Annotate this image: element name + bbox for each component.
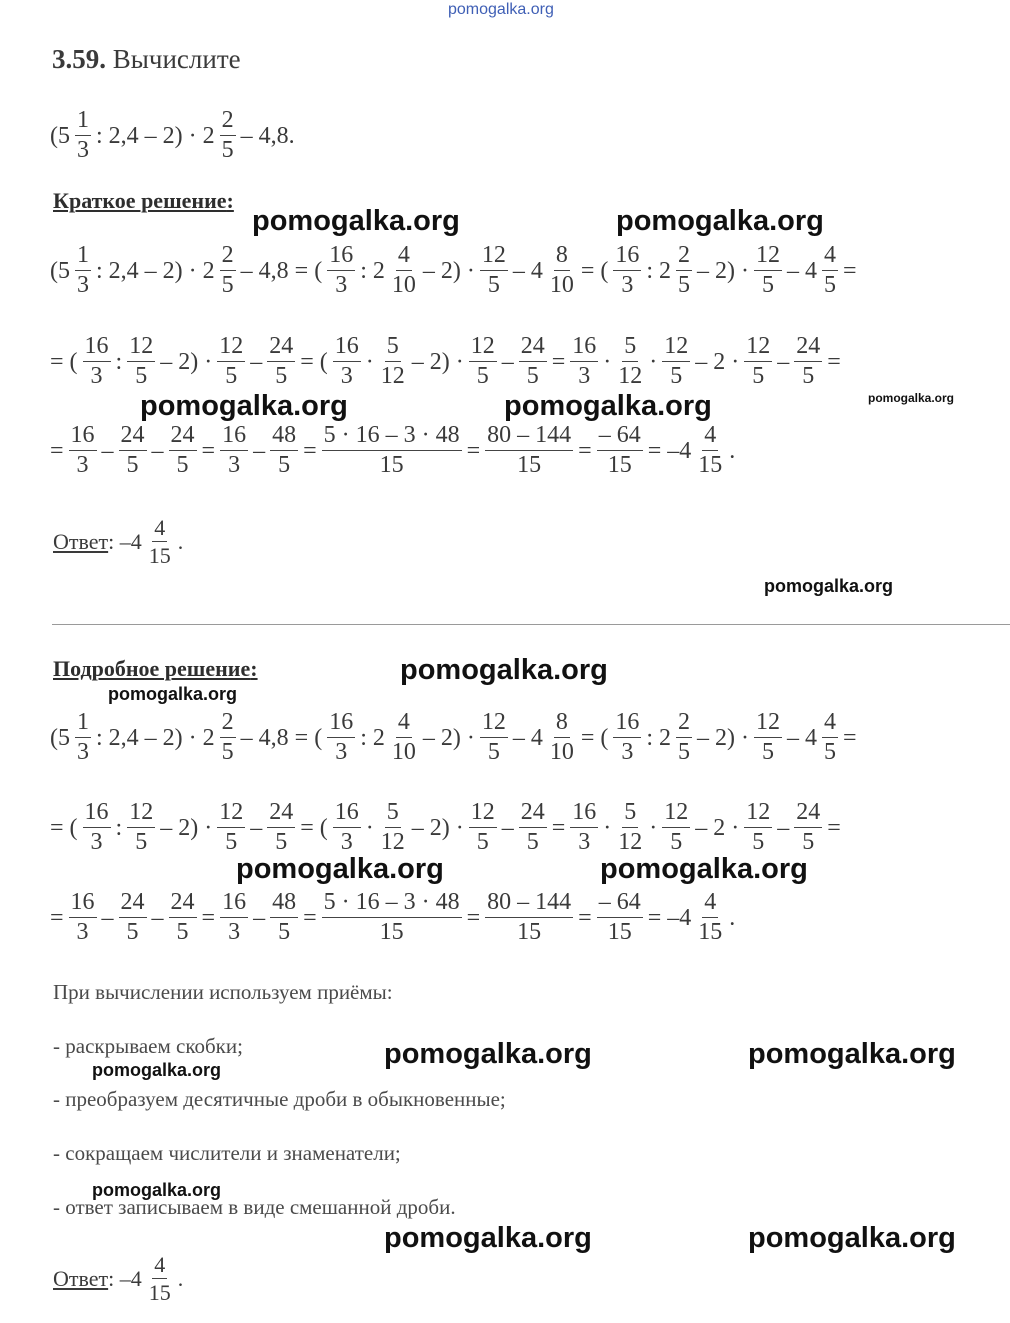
header-url[interactable]: pomogalka.org xyxy=(448,1,554,18)
watermark: pomogalka.org xyxy=(92,1060,222,1080)
watermark: pomogalka.org xyxy=(748,1038,956,1070)
watermark: pomogalka.org xyxy=(600,853,808,885)
detailed-formula-line-3: = $\frac{16}{3}$ – $\frac{24}{5}$ – $\frac{24}{5}$ = $\frac{16}{3}$ – $\frac{48}{5}$ = $\frac{5 \cdot 16 - 3 \cdot 48}{15}$ = $\frac{80 - 144}{15}$ = $\frac{- 64}{15}$ = –4 $\frac{4}{15}$ . xyxy=(50,889,736,946)
watermark: pomogalka.org xyxy=(764,576,894,596)
short-solution-title: Краткое решение: xyxy=(53,188,234,213)
watermark: pomogalka.org xyxy=(868,391,955,405)
watermark: pomogalka.org xyxy=(252,205,460,237)
answer-label: Ответ xyxy=(53,1265,109,1291)
watermark: pomogalka.org xyxy=(616,205,824,237)
detailed-solution-title: Подробное решение: xyxy=(53,656,258,681)
watermark: pomogalka.org xyxy=(384,1222,592,1254)
short-formula-line-1: (5 $\frac{1}{3}$ : 2,4 – 2) · 2 $\frac{2}{5}$ – 4,8 = ( $\frac{16}{3}$ : 2 $\frac{4}{10}$ – 2) · $\frac{12}{5}$ – 4 $\frac{8}{10}$ = ( $\frac{16}{3}$ : 2 $\frac{2}{5}$ – 2) · $\frac{12}{5}$ – 4 $\frac{4}{5}$ = xyxy=(50,242,857,299)
detailed-formula-line-2: = ( $\frac{16}{3}$ : $\frac{12}{5}$ – 2) · $\frac{12}{5}$ – $\frac{24}{5}$ = ( $\frac{16}{3}$ · $\frac{5}{12}$ – 2) · $\frac{12}{5}$ – $\frac{24}{5}$ = $\frac{16}{3}$ · $\frac{5}{12}$ · $\frac{12}{5}$ – 2 · $\frac{12}{5}$ – $\frac{24}{5}$ = xyxy=(50,799,841,856)
problem-number: 3.59. xyxy=(52,44,106,74)
watermark: pomogalka.org xyxy=(504,390,712,422)
watermark: pomogalka.org xyxy=(108,684,238,704)
watermark: pomogalka.org xyxy=(400,654,608,686)
explanation-step-2: - преобразуем десятичные дроби в обыкновенные; xyxy=(53,1087,506,1111)
watermark: pomogalka.org xyxy=(92,1180,222,1200)
explanation-step-4: - ответ записываем в виде смешанной дроби. xyxy=(53,1195,456,1219)
watermark: pomogalka.org xyxy=(236,853,444,885)
watermark: pomogalka.org xyxy=(140,390,348,422)
task-formula: (5 $\frac{1}{3}$ : 2,4 – 2) · 2 $\frac{2}{5}$ – 4,8. xyxy=(50,107,295,164)
short-formula-line-3: = $\frac{16}{3}$ – $\frac{24}{5}$ – $\frac{24}{5}$ = $\frac{16}{3}$ – $\frac{48}{5}$ = $\frac{5 \cdot 16 - 3 \cdot 48}{15}$ = $\frac{80 - 144}{15}$ = $\frac{- 64}{15}$ = –4 $\frac{4}{15}$ . xyxy=(50,422,736,479)
problem-title xyxy=(52,44,241,75)
short-answer: Ответ : –4 $\frac{4}{15}$ . xyxy=(53,515,184,569)
watermark: pomogalka.org xyxy=(384,1038,592,1070)
answer-label: Ответ xyxy=(53,528,109,554)
detailed-answer: Ответ : –4 $\frac{4}{15}$ . xyxy=(53,1252,184,1306)
explanation-step-3: - сокращаем числители и знаменатели; xyxy=(53,1141,401,1165)
explanation-step-1: - раскрываем скобки; xyxy=(53,1034,243,1058)
explanation-intro: При вычислении используем приёмы: xyxy=(53,980,393,1004)
watermark: pomogalka.org xyxy=(748,1222,956,1254)
section-divider xyxy=(52,624,1010,625)
detailed-formula-line-1: (5 $\frac{1}{3}$ : 2,4 – 2) · 2 $\frac{2}{5}$ – 4,8 = ( $\frac{16}{3}$ : 2 $\frac{4}{10}$ – 2) · $\frac{12}{5}$ – 4 $\frac{8}{10}$ = ( $\frac{16}{3}$ : 2 $\frac{2}{5}$ – 2) · $\frac{12}{5}$ – 4 $\frac{4}{5}$ = xyxy=(50,709,857,766)
problem-title-text: Вычислите xyxy=(112,44,241,74)
short-formula-line-2: = ( $\frac{16}{3}$ : $\frac{12}{5}$ – 2) · $\frac{12}{5}$ – $\frac{24}{5}$ = ( $\frac{16}{3}$ · $\frac{5}{12}$ – 2) · $\frac{12}{5}$ – $\frac{24}{5}$ = $\frac{16}{3}$ · $\frac{5}{12}$ · $\frac{12}{5}$ – 2 · $\frac{12}{5}$ – $\frac{24}{5}$ = xyxy=(50,333,841,390)
